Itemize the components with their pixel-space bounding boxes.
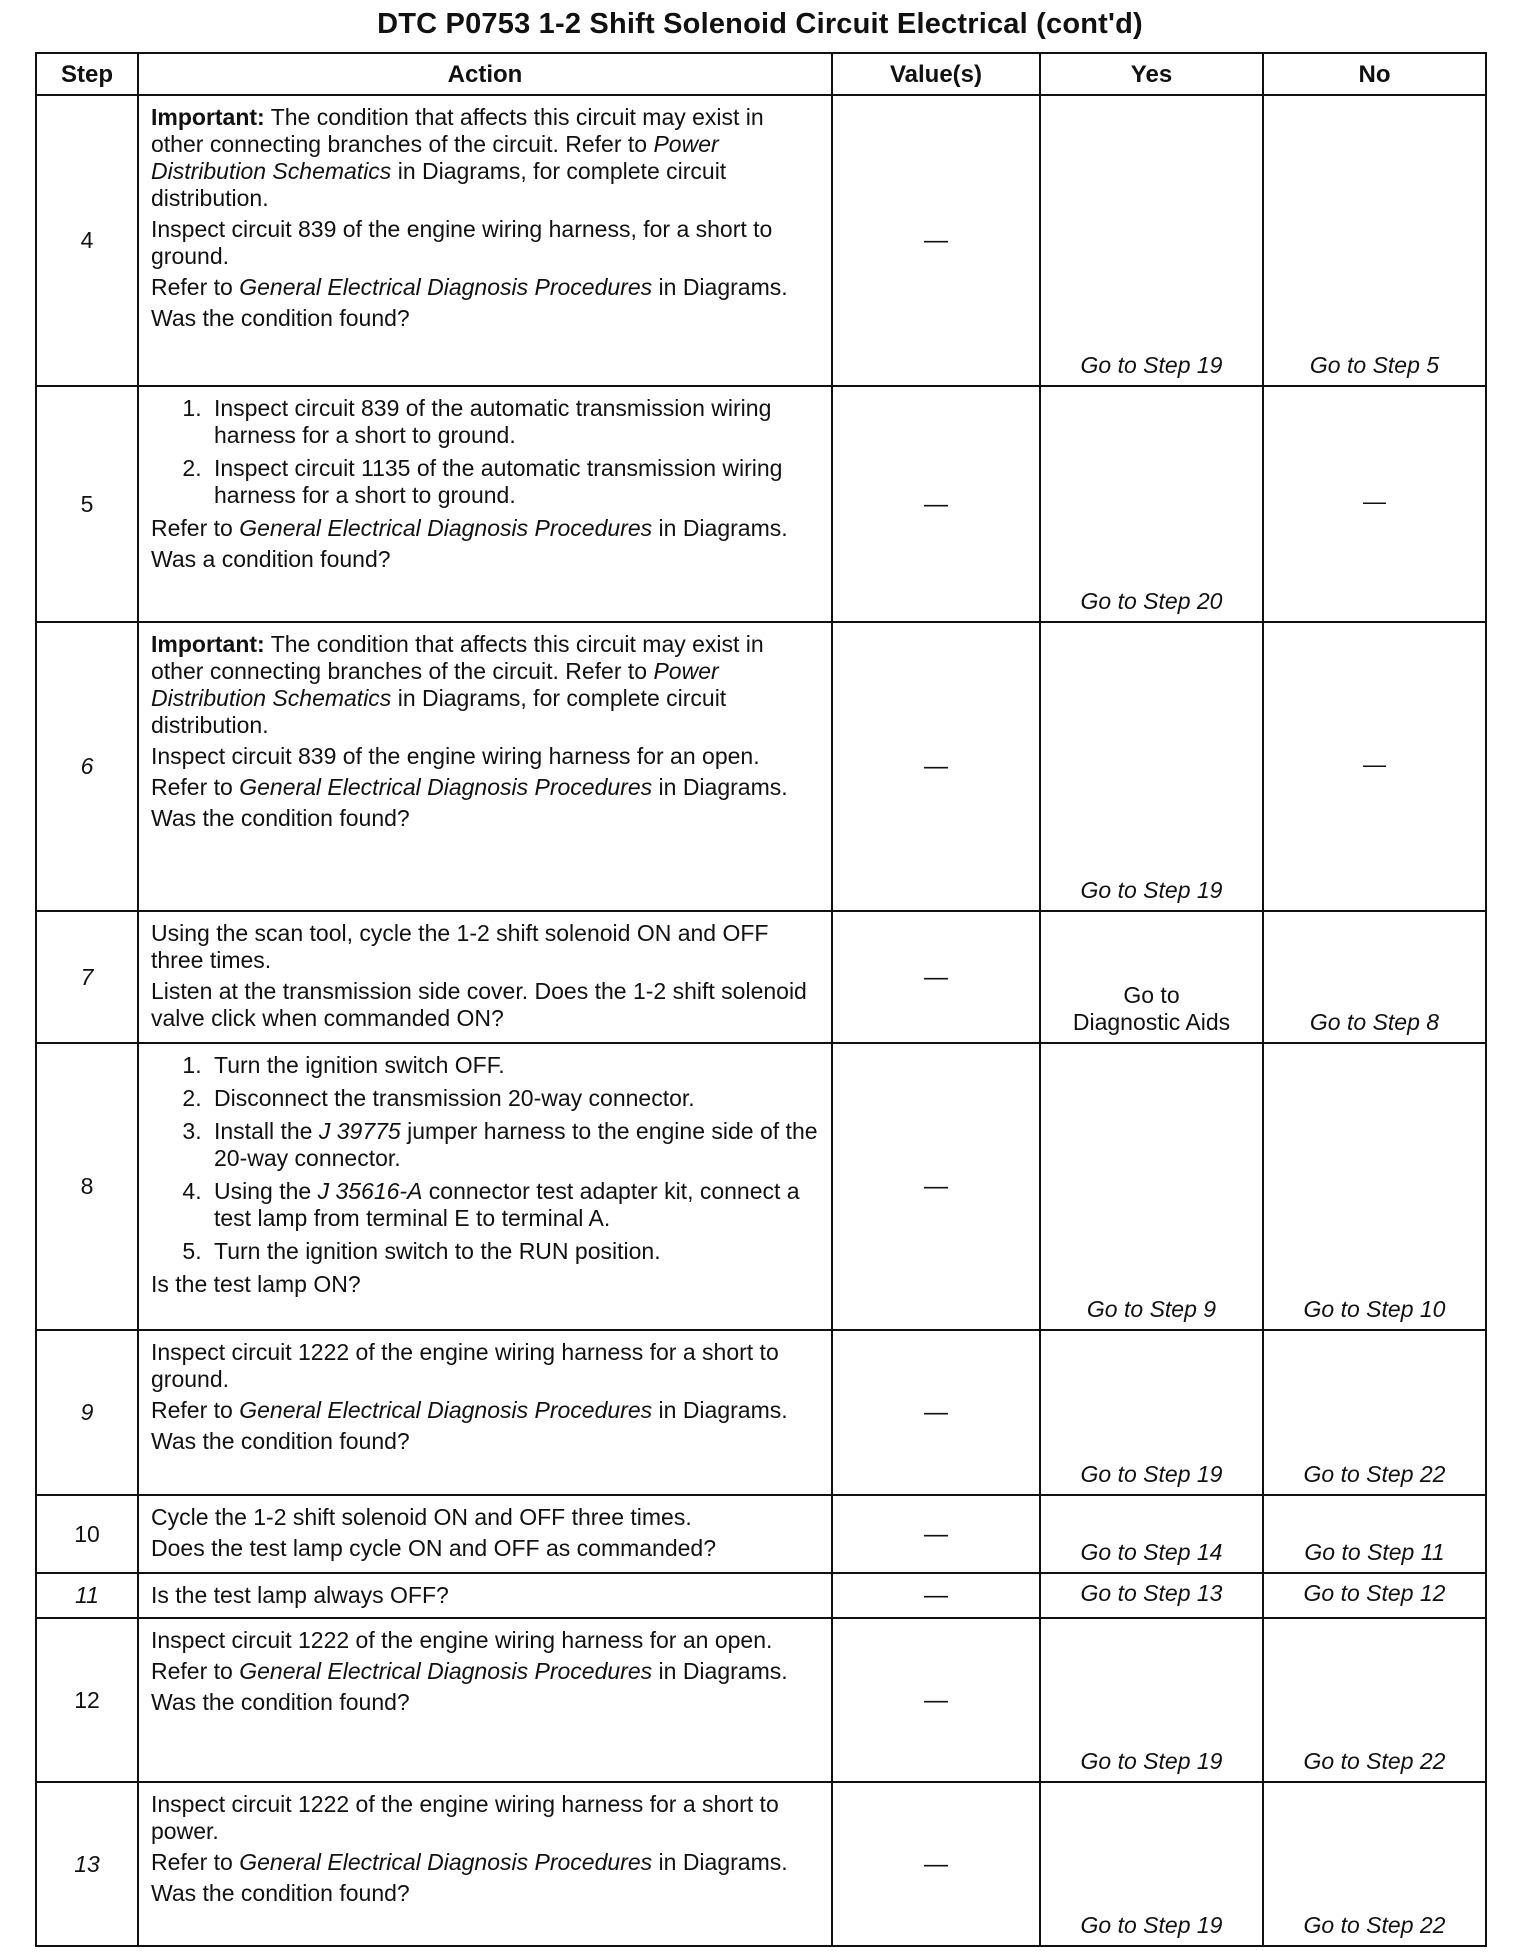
important-label: Important: (151, 631, 265, 657)
important-note (151, 104, 819, 212)
list-item: 2. Inspect circuit 1135 of the automatic transmission wiring harness for a short to ground. (208, 455, 819, 509)
doc-reference: General Electrical Diagnosis Procedures (239, 1658, 653, 1684)
table-row (36, 95, 1486, 386)
refer-suffix: in Diagrams. (652, 1658, 788, 1684)
yes-cell: Go to Step 13 (1040, 1573, 1263, 1618)
refer-text (151, 774, 819, 801)
value-cell: — (832, 911, 1040, 1043)
value-cell: — (832, 386, 1040, 622)
step-number: 6 (36, 622, 138, 911)
yes-line: Diagnostic Aids (1072, 1009, 1231, 1035)
action-cell (138, 386, 832, 622)
list-item: 1. Inspect circuit 839 of the automatic transmission wiring harness for a short to ground. (208, 395, 819, 449)
no-cell: — (1263, 386, 1486, 622)
refer-text (151, 1658, 819, 1685)
action-cell (138, 911, 832, 1043)
yes-cell: Go to Step 9 (1040, 1043, 1263, 1330)
action-cell (138, 1330, 832, 1495)
yes-line: Go to (1123, 982, 1180, 1008)
page-title: DTC P0753 1-2 Shift Solenoid Circuit Electrical (cont'd) (377, 8, 1143, 40)
refer-prefix: Refer to (151, 274, 240, 300)
action-cell (138, 1618, 832, 1782)
action-text: Inspect circuit 1222 of the engine wiring harness for an open. (151, 1627, 773, 1653)
step-number: 11 (36, 1573, 138, 1618)
table-row (36, 1043, 1486, 1330)
doc-reference: General Electrical Diagnosis Procedures (239, 1849, 653, 1875)
table-row (36, 1330, 1486, 1495)
question-text: Was a condition found? (151, 546, 391, 572)
action-cell (138, 1043, 832, 1330)
doc-reference: General Electrical Diagnosis Procedures (239, 515, 653, 541)
note-text: The condition that affects this circuit may exist in other connecting branches of the circuit. Refer to (151, 631, 764, 684)
table-row (36, 622, 1486, 911)
header-action: Action (138, 53, 832, 95)
table-row (36, 1782, 1486, 1946)
yes-cell: Go to Step 19 (1040, 95, 1263, 386)
refer-suffix: in Diagrams. (652, 274, 788, 300)
action-text: Cycle the 1-2 shift solenoid ON and OFF three times. (151, 1504, 692, 1530)
item-text: connector test adapter kit, connect a test lamp from terminal E to terminal A. (214, 1178, 800, 1231)
header-no: No (1263, 53, 1486, 95)
yes-cell: Go to Step 19 (1040, 1618, 1263, 1782)
table-header-row (36, 53, 1486, 95)
question-text: Does the test lamp cycle ON and OFF as commanded? (151, 1535, 717, 1561)
item-text: Using the (214, 1178, 318, 1204)
yes-cell: Go to Step 14 (1040, 1495, 1263, 1573)
refer-suffix: in Diagrams. (652, 774, 788, 800)
value-cell: — (832, 622, 1040, 911)
action-text: Inspect circuit 839 of the engine wiring harness for an open. (151, 743, 760, 769)
value-cell: — (832, 1618, 1040, 1782)
no-cell: Go to Step 22 (1263, 1618, 1486, 1782)
step-number: 4 (36, 95, 138, 386)
question-text: Is the test lamp ON? (151, 1271, 361, 1297)
action-text: Inspect circuit 839 of the engine wiring harness, for a short to ground. (151, 216, 773, 269)
question-text: Was the condition found? (151, 805, 410, 831)
list-item: 2. Disconnect the transmission 20-way connector. (208, 1085, 819, 1112)
refer-prefix: Refer to (151, 1397, 240, 1423)
header-yes: Yes (1040, 53, 1263, 95)
yes-cell: Go to Step 19 (1040, 1330, 1263, 1495)
action-cell (138, 622, 832, 911)
doc-reference: Power Distribution Schematics (151, 131, 719, 184)
list-item (208, 1118, 819, 1172)
no-cell: Go to Step 22 (1263, 1330, 1486, 1495)
refer-text (151, 1849, 819, 1876)
action-text: Inspect circuit 1222 of the engine wiring harness for a short to ground. (151, 1339, 779, 1392)
refer-prefix: Refer to (151, 515, 240, 541)
important-label: Important: (151, 104, 265, 130)
action-cell (138, 95, 832, 386)
refer-suffix: in Diagrams. (652, 1849, 788, 1875)
value-cell: — (832, 1782, 1040, 1946)
note-text: The condition that affects this circuit may exist in other connecting branches of the circuit. Refer to (151, 104, 764, 157)
yes-cell: Go to Step 19 (1040, 1782, 1263, 1946)
no-cell: Go to Step 8 (1263, 911, 1486, 1043)
no-cell: — (1263, 622, 1486, 911)
list-item (208, 1178, 819, 1232)
important-note (151, 631, 819, 739)
refer-text (151, 274, 819, 301)
header-step: Step (36, 53, 138, 95)
table-row (36, 1495, 1486, 1573)
tool-reference: J 39775 (318, 1118, 401, 1144)
value-cell: — (832, 1573, 1040, 1618)
note-text: in Diagrams, for complete circuit distribution. (151, 158, 727, 211)
refer-prefix: Refer to (151, 774, 240, 800)
doc-reference: General Electrical Diagnosis Procedures (239, 774, 653, 800)
question-text: Listen at the transmission side cover. Does the 1-2 shift solenoid valve click when commanded ON? (151, 978, 807, 1031)
question-text: Is the test lamp always OFF? (151, 1582, 449, 1608)
header-values: Value(s) (832, 53, 1040, 95)
yes-cell (1040, 911, 1263, 1043)
refer-suffix: in Diagrams. (652, 1397, 788, 1423)
table-row (36, 1618, 1486, 1782)
procedure-list (151, 395, 819, 509)
question-text: Was the condition found? (151, 305, 410, 331)
item-text: jumper harness to the engine side of the 20-way connector. (214, 1118, 818, 1171)
no-cell: Go to Step 5 (1263, 95, 1486, 386)
item-text: Install the (214, 1118, 319, 1144)
step-number: 5 (36, 386, 138, 622)
note-text: in Diagrams, for complete circuit distribution. (151, 685, 727, 738)
question-text: Was the condition found? (151, 1428, 410, 1454)
no-cell: Go to Step 11 (1263, 1495, 1486, 1573)
action-cell (138, 1782, 832, 1946)
value-cell: — (832, 1043, 1040, 1330)
list-item: 1. Turn the ignition switch OFF. (208, 1052, 819, 1079)
table-row (36, 911, 1486, 1043)
table-row (36, 1573, 1486, 1618)
value-cell: — (832, 95, 1040, 386)
question-text: Was the condition found? (151, 1689, 410, 1715)
doc-reference: Power Distribution Schematics (151, 658, 719, 711)
list-item: 5. Turn the ignition switch to the RUN position. (208, 1238, 819, 1265)
refer-prefix: Refer to (151, 1849, 240, 1875)
yes-cell: Go to Step 19 (1040, 622, 1263, 911)
action-text: Inspect circuit 1222 of the engine wiring harness for a short to power. (151, 1791, 779, 1844)
value-cell: — (832, 1495, 1040, 1573)
action-cell (138, 1495, 832, 1573)
yes-cell: Go to Step 20 (1040, 386, 1263, 622)
refer-prefix: Refer to (151, 1658, 240, 1684)
refer-suffix: in Diagrams. (652, 515, 788, 541)
table-row (36, 386, 1486, 622)
no-cell: Go to Step 10 (1263, 1043, 1486, 1330)
question-text: Was the condition found? (151, 1880, 410, 1906)
tool-reference: J 35616-A (317, 1178, 423, 1204)
doc-reference: General Electrical Diagnosis Procedures (239, 1397, 653, 1423)
action-cell (138, 1573, 832, 1618)
no-cell: Go to Step 22 (1263, 1782, 1486, 1946)
step-number: 10 (36, 1495, 138, 1573)
step-number: 9 (36, 1330, 138, 1495)
value-cell: — (832, 1330, 1040, 1495)
doc-reference: General Electrical Diagnosis Procedures (239, 274, 653, 300)
diagnostic-table (35, 52, 1487, 1947)
step-number: 8 (36, 1043, 138, 1330)
action-text: Using the scan tool, cycle the 1-2 shift solenoid ON and OFF three times. (151, 920, 769, 973)
step-number: 13 (36, 1782, 138, 1946)
step-number: 12 (36, 1618, 138, 1782)
no-cell: Go to Step 12 (1263, 1573, 1486, 1618)
procedure-list (151, 1052, 819, 1265)
refer-text (151, 1397, 819, 1424)
refer-text (151, 515, 819, 542)
step-number: 7 (36, 911, 138, 1043)
